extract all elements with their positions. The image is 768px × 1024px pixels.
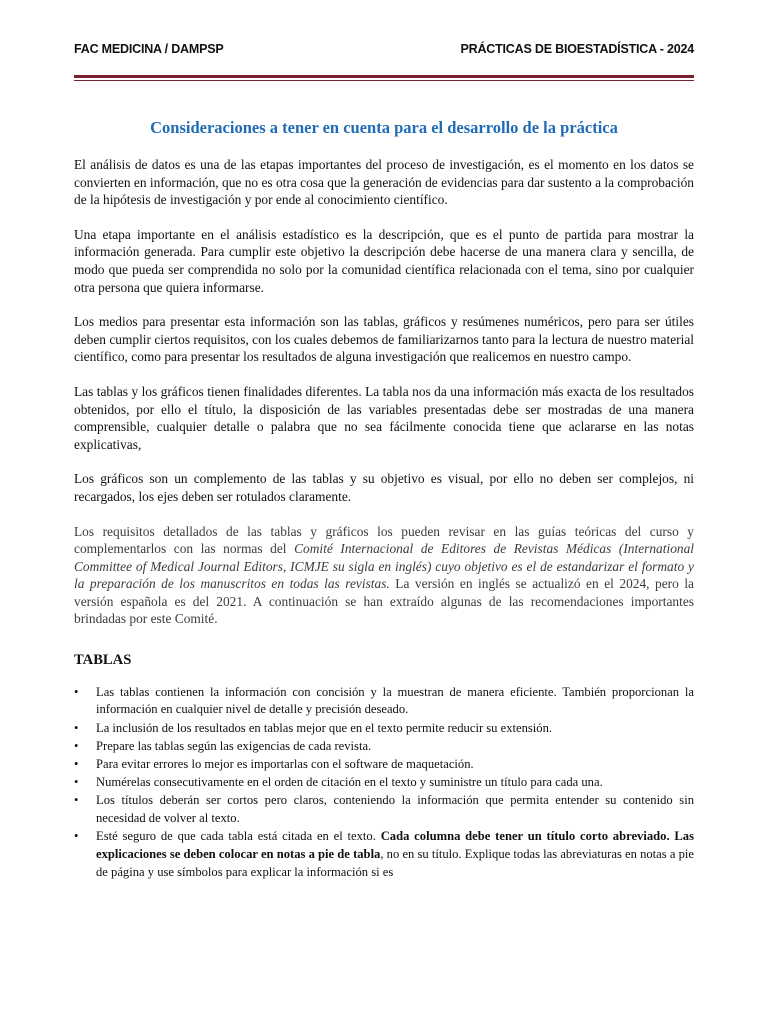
bullet-marker: • [74,720,79,735]
bullet-list [74,684,694,882]
list-item [74,684,694,720]
header-right: PRÁCTICAS DE BIOESTADÍSTICA - 2024 [460,42,694,56]
list-item-text: Prepare las tablas según las exigencias de cada revista. [96,738,372,753]
header-rule-thin [74,80,694,81]
list-item [74,738,694,756]
list-item-text: Numérelas consecutivamente en el orden de citación en el texto y suministre un título para cada una. [96,775,603,790]
bullet-marker: • [74,684,79,699]
list-item-text: La inclusión de los resultados en tablas mejor que en el texto permite reducir su extensión. [96,720,553,735]
list-item [74,774,694,792]
paragraph: Las tablas y los gráficos tienen finalidades diferentes. La tabla nos da una información más exacta de los resultados obtenidos, por ello el título, la disposición de las variables presentadas debe ser mostradas de una manera comprensible, cualquier detalle o palabra que no sea fácilmente conocida tiene que aclararse en las notas explicativas, [74,383,694,452]
paragraph-requisitos [74,523,694,629]
list-item [74,720,694,738]
list-item [74,756,694,774]
bullet-marker: • [74,829,79,844]
bullet-marker: • [74,775,79,790]
list-item [74,792,694,828]
bullet-marker: • [74,757,79,772]
list-item-text-bold: Cada columna debe tener un título corto abreviado. Las explicaciones se deben colocar en notas a pie de tabla [96,829,694,862]
paragraph: El análisis de datos es una de las etapas importantes del proceso de investigación, es el momento en los datos se convierten en información, que no es otra cosa que la generación de evidencias para dar sustento a la comprobación de la hipótesis de investigación y por ende al conocimiento científico. [74,157,694,208]
list-item-text-pre: Esté seguro de que cada tabla está citada en el texto. [96,829,381,844]
requisitos-text-italic: Comité Internacional de Editores de Revistas Médicas (International Committee of Medical Journal Editors, ICMJE su sigla en inglés) cuyo objetivo es el de estandarizar el formato y la preparación de los manuscritos en todas las revistas. [74,541,694,592]
list-item-text: Los títulos deberán ser cortos pero claros, conteniendo la información que permita entender su contenido sin necesidad de volver al texto. [96,793,694,826]
list-item-text: Para evitar errores lo mejor es importarlas con el software de maquetación. [96,757,474,772]
paragraph: Los gráficos son un complemento de las tablas y su objetivo es visual, por ello no deben ser complejos, ni recargados, los ejes deben ser rotulados claramente. [74,471,694,504]
bullet-marker: • [74,738,79,753]
header-left: FAC MEDICINA / DAMPSP [74,42,224,56]
list-item [74,828,694,881]
page-header [74,42,694,56]
document-body [74,156,694,882]
paragraph: Los medios para presentar esta información son las tablas, gráficos y resúmenes numéricos, pero para ser útiles deben cumplir ciertos requisitos, con los cuales debemos de familiarizarnos tanto para la lectura de nuestro material científico, como para presentar los resultados de alguna investigación que realicemos en nuestro campo. [74,314,694,365]
document-title: Consideraciones a tener en cuenta para el desarrollo de la práctica [150,118,618,137]
requisitos-text-post: La versión en inglés se actualizó en el 2024, pero la versión española es del 2021. A continuación se han extraído algunas de las recomendaciones importantes brindadas por este Comité. [74,576,694,627]
requisitos-text-pre: Los requisitos detallados de las tablas y gráficos los pueden revisar en las guías teóricas del curso y complementarlos con las normas del [74,523,694,557]
header-rule-thick [74,75,694,78]
bullet-marker: • [74,793,79,808]
paragraph: Una etapa importante en el análisis estadístico es la descripción, que es el punto de partida para mostrar la información generada. Para cumplir este objetivo la descripción debe hacerse de una manera clara y sencilla, de modo que pueda ser comprendida no solo por la comunidad científica relacionada con el tema, sino por cualquier otra persona que quiera informarse. [74,226,694,295]
list-item-text: Las tablas contienen la información con concisión y la muestran de manera eficiente. También proporcionan la información en cualquier nivel de detalle y precisión deseado. [96,684,694,717]
section-heading-tablas: TABLAS [74,652,132,669]
list-item-text-post: , no en su título. Explique todas las abreviaturas en notas a pie de página y use símbolos para explicar la información si es [96,847,694,879]
